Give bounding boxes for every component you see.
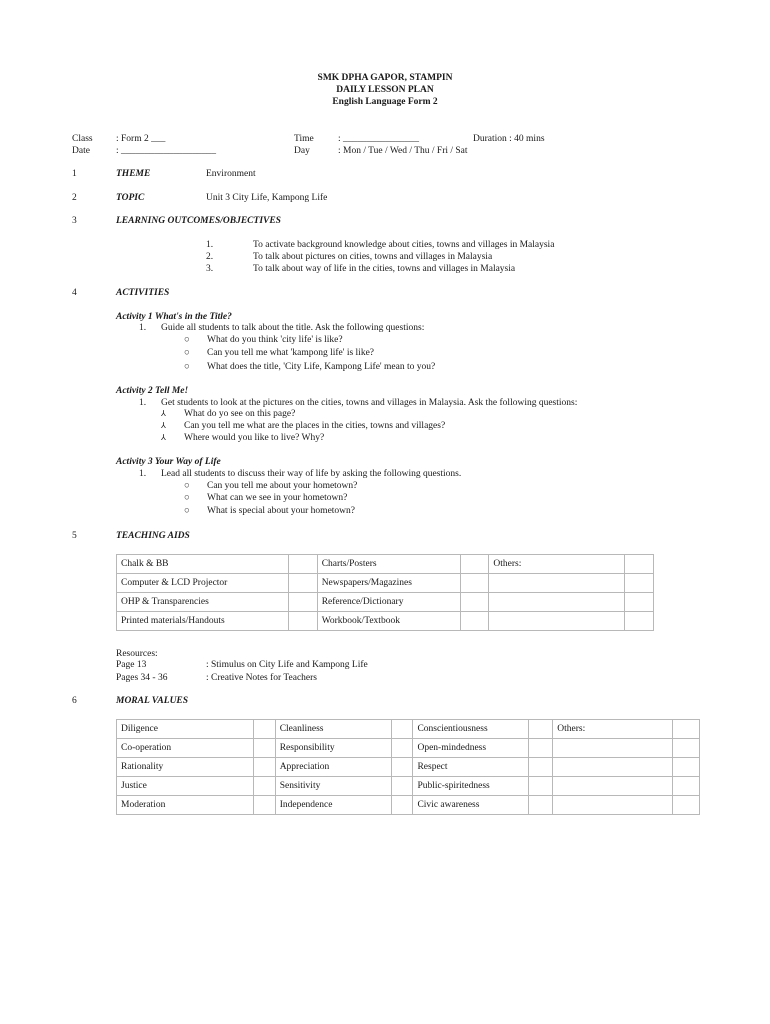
checkbox-cell[interactable] — [460, 593, 489, 612]
objectives-label: LEARNING OUTCOMES/OBJECTIVES — [116, 216, 281, 226]
activity-step-number: 1. — [139, 469, 147, 479]
topic-value: Unit 3 City Life, Kampong Life — [206, 193, 328, 203]
section-number: 2 — [72, 193, 77, 203]
objective-number: 3. — [206, 264, 214, 274]
resource-description: : Creative Notes for Teachers — [206, 673, 318, 683]
checkbox-cell[interactable] — [288, 612, 317, 631]
resources-label: Resources: — [116, 649, 158, 659]
bullet-icon: ○ — [184, 362, 190, 372]
activity-step-number: 1. — [139, 398, 147, 408]
value-label: Public-spiritedness — [413, 777, 529, 796]
aid-label: Newspapers/Magazines — [317, 574, 460, 593]
activity-title: Activity 3 Your Way of Life — [116, 457, 221, 467]
checkbox-cell[interactable] — [391, 720, 413, 739]
question-item: ○ What is special about your hometown? — [184, 506, 356, 516]
value-label: Rationality — [117, 758, 254, 777]
checkbox-cell[interactable] — [460, 555, 489, 574]
bullet-icon: ○ — [184, 348, 190, 358]
activity-step: Guide all students to talk about the title. Ask the following questions: — [161, 323, 425, 333]
class-label: Class — [72, 134, 93, 144]
checkbox-cell[interactable] — [460, 574, 489, 593]
checkbox-cell[interactable] — [288, 574, 317, 593]
activity-step: Get students to look at the pictures on the cities, towns and villages in Malaysia. Ask the following questions: — [161, 398, 578, 408]
checkbox-cell[interactable] — [253, 739, 275, 758]
question-item: ○ Can you tell me what 'kampong life' is like? — [184, 348, 374, 358]
objective-number: 2. — [206, 252, 214, 262]
objective-number: 1. — [206, 240, 214, 250]
aid-label: Others: — [489, 555, 625, 574]
table-row — [117, 574, 654, 593]
checkbox-cell[interactable] — [288, 593, 317, 612]
value-label: Others: — [553, 720, 673, 739]
bullet-icon: ○ — [184, 481, 190, 491]
bullet-icon: ○ — [184, 506, 190, 516]
question-item: ⅄ Where would you like to live? Why? — [161, 433, 325, 443]
checkbox-cell[interactable] — [529, 720, 553, 739]
aid-label: Workbook/Textbook — [317, 612, 460, 631]
value-label: Independence — [275, 796, 391, 815]
checkbox-cell[interactable] — [625, 574, 654, 593]
day-value: : Mon / Tue / Wed / Thu / Fri / Sat — [338, 146, 468, 156]
checkbox-cell[interactable] — [253, 720, 275, 739]
value-label — [553, 796, 673, 815]
teaching-aids-table — [116, 554, 654, 631]
resource-page: Page 13 — [116, 660, 147, 670]
table-row — [117, 758, 700, 777]
value-label: Cleanliness — [275, 720, 391, 739]
aid-label: Computer & LCD Projector — [117, 574, 289, 593]
aid-label: Charts/Posters — [317, 555, 460, 574]
checkbox-cell[interactable] — [625, 555, 654, 574]
value-label: Responsibility — [275, 739, 391, 758]
table-row — [117, 720, 700, 739]
checkbox-cell[interactable] — [625, 593, 654, 612]
aid-label — [489, 593, 625, 612]
question-item: ○ What can we see in your hometown? — [184, 493, 348, 503]
question-item: ○ What do you think 'city life' is like? — [184, 335, 343, 345]
bullet-icon: ○ — [184, 335, 190, 345]
table-row — [117, 593, 654, 612]
duration: Duration : 40 mins — [473, 134, 545, 144]
question-item: ⅄ What do yo see on this page? — [161, 409, 296, 419]
resource-page: Pages 34 - 36 — [116, 673, 168, 683]
theme-value: Environment — [206, 169, 256, 179]
date-value: : ____________________ — [116, 146, 217, 156]
checkbox-cell[interactable] — [391, 758, 413, 777]
time-value: : ________________ — [338, 134, 420, 144]
value-label — [553, 777, 673, 796]
school-name: SMK DPHA GAPOR, STAMPIN — [317, 73, 453, 83]
checkbox-cell[interactable] — [673, 796, 700, 815]
value-label: Diligence — [117, 720, 254, 739]
arrow-bullet-icon: ⅄ — [161, 433, 166, 442]
activity-step: Lead all students to discuss their way of life by asking the following questions. — [161, 469, 462, 479]
checkbox-cell[interactable] — [253, 777, 275, 796]
value-label: Respect — [413, 758, 529, 777]
aid-label: Printed materials/Handouts — [117, 612, 289, 631]
objective-text: To talk about pictures on cities, towns and villages in Malaysia — [253, 252, 493, 262]
value-label: Co-operation — [117, 739, 254, 758]
checkbox-cell[interactable] — [253, 796, 275, 815]
question-item: ⅄ Can you tell me what are the places in the cities, towns and villages? — [161, 421, 446, 431]
aid-label — [489, 612, 625, 631]
activity-title: Activity 2 Tell Me! — [116, 386, 189, 396]
question-item: ○ What does the title, 'City Life, Kampong Life' mean to you? — [184, 362, 436, 372]
table-row — [117, 777, 700, 796]
value-label: Appreciation — [275, 758, 391, 777]
checkbox-cell[interactable] — [253, 758, 275, 777]
activities-label: ACTIVITIES — [116, 288, 170, 298]
value-label: Conscientiousness — [413, 720, 529, 739]
activity-step-number: 1. — [139, 323, 147, 333]
objective-text: To activate background knowledge about cities, towns and villages in Malaysia — [253, 240, 555, 250]
aid-label: Reference/Dictionary — [317, 593, 460, 612]
bullet-icon: ○ — [184, 493, 190, 503]
activity-title: Activity 1 What's in the Title? — [116, 312, 232, 322]
checkbox-cell[interactable] — [673, 777, 700, 796]
checkbox-cell[interactable] — [673, 758, 700, 777]
value-label: Open-mindedness — [413, 739, 529, 758]
theme-label: THEME — [116, 169, 151, 179]
day-label: Day — [294, 146, 310, 156]
value-label: Civic awareness — [413, 796, 529, 815]
checkbox-cell[interactable] — [673, 739, 700, 758]
table-row — [117, 612, 654, 631]
topic-label: TOPIC — [116, 193, 145, 203]
section-number: 6 — [72, 696, 77, 706]
section-number: 1 — [72, 169, 77, 179]
aid-label — [489, 574, 625, 593]
teaching-aids-label: TEACHING AIDS — [116, 531, 190, 541]
checkbox-cell[interactable] — [673, 720, 700, 739]
value-label: Moderation — [117, 796, 254, 815]
checkbox-cell[interactable] — [529, 796, 553, 815]
question-item: ○ Can you tell me about your hometown? — [184, 481, 358, 491]
resource-description: : Stimulus on City Life and Kampong Life — [206, 660, 368, 670]
section-number: 4 — [72, 288, 77, 298]
checkbox-cell[interactable] — [460, 612, 489, 631]
aid-label: OHP & Transparencies — [117, 593, 289, 612]
checkbox-cell[interactable] — [391, 796, 413, 815]
checkbox-cell[interactable] — [288, 555, 317, 574]
date-label: Date — [72, 146, 90, 156]
moral-values-table — [116, 719, 700, 815]
section-number: 5 — [72, 531, 77, 541]
document-title: DAILY LESSON PLAN — [336, 85, 434, 95]
checkbox-cell[interactable] — [625, 612, 654, 631]
value-label: Sensitivity — [275, 777, 391, 796]
checkbox-cell[interactable] — [529, 739, 553, 758]
aid-label: Chalk & BB — [117, 555, 289, 574]
objective-text: To talk about way of life in the cities, towns and villages in Malaysia — [253, 264, 516, 274]
arrow-bullet-icon: ⅄ — [161, 421, 166, 430]
table-row — [117, 739, 700, 758]
moral-values-label: MORAL VALUES — [116, 696, 189, 706]
table-row — [117, 796, 700, 815]
arrow-bullet-icon: ⅄ — [161, 409, 166, 418]
value-label — [553, 758, 673, 777]
checkbox-cell[interactable] — [529, 758, 553, 777]
class-value: : Form 2 ___ — [116, 134, 166, 144]
checkbox-cell[interactable] — [391, 739, 413, 758]
value-label: Justice — [117, 777, 254, 796]
table-row — [117, 555, 654, 574]
value-label — [553, 739, 673, 758]
checkbox-cell[interactable] — [391, 777, 413, 796]
subject-title: English Language Form 2 — [332, 97, 438, 107]
time-label: Time — [294, 134, 314, 144]
section-number: 3 — [72, 216, 77, 226]
checkbox-cell[interactable] — [529, 777, 553, 796]
